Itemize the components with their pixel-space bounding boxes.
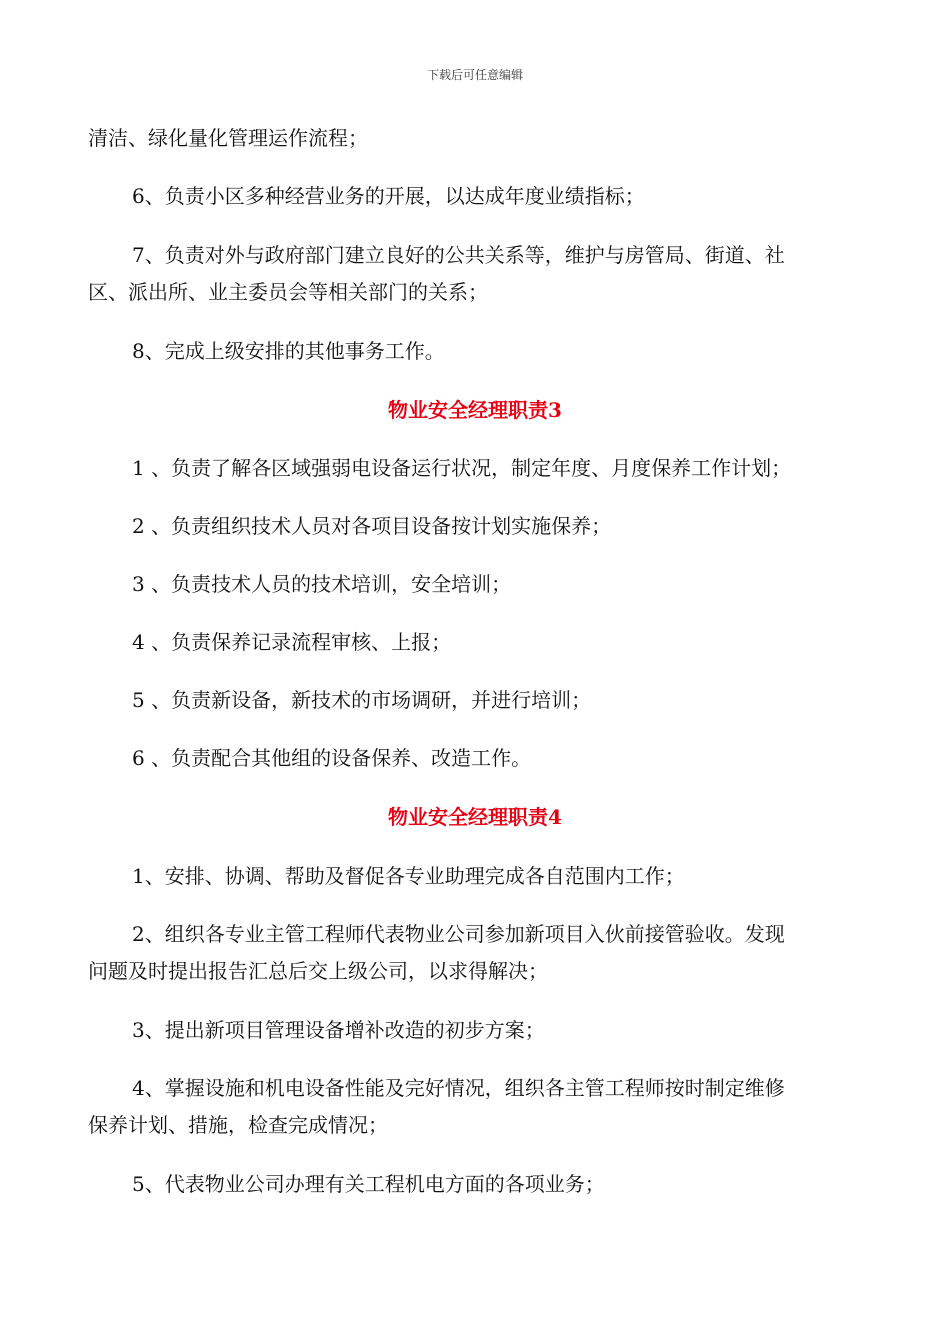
list-item: 8、完成上级安排的其他事务工作。 (132, 339, 445, 363)
list-item: 6、负责小区多种经营业务的开展，以达成年度业绩指标； (132, 184, 645, 208)
header-note: 下载后可任意编辑 (426, 68, 523, 82)
paragraph-line: 问题及时提出报告汇总后交上级公司，以求得解决； (88, 959, 548, 983)
list-item: 2 、负责组织技术人员对各项目设备按计划实施保养； (132, 514, 612, 538)
list-item: 3 、负责技术人员的技术培训，安全培训； (132, 572, 512, 596)
list-item: 6 、负责配合其他组的设备保养、改造工作。 (132, 746, 532, 770)
list-item: 7、负责对外与政府部门建立良好的公共关系等，维护与房管局、街道、社 (132, 243, 785, 267)
section-heading: 物业安全经理职责3 (388, 398, 562, 422)
paragraph-line: 清洁、绿化量化管理运作流程； (88, 126, 368, 150)
list-item: 4、掌握设施和机电设备性能及完好情况，组织各主管工程师按时制定维修 (132, 1076, 785, 1100)
paragraph-line: 保养计划、措施，检查完成情况； (88, 1113, 388, 1137)
list-item: 4 、负责保养记录流程审核、上报； (132, 630, 452, 654)
section-heading: 物业安全经理职责4 (388, 805, 562, 829)
list-item: 5 、负责新设备，新技术的市场调研，并进行培训； (132, 688, 592, 712)
list-item: 5、代表物业公司办理有关工程机电方面的各项业务； (132, 1172, 605, 1196)
list-item: 3、提出新项目管理设备增补改造的初步方案； (132, 1018, 545, 1042)
list-item: 1、安排、协调、帮助及督促各专业助理完成各自范围内工作； (132, 864, 685, 888)
paragraph-line: 区、派出所、业主委员会等相关部门的关系； (88, 280, 488, 304)
list-item: 2、组织各专业主管工程师代表物业公司参加新项目入伙前接管验收。发现 (132, 922, 785, 946)
list-item: 1 、负责了解各区域强弱电设备运行状况，制定年度、月度保养工作计划； (132, 456, 792, 480)
